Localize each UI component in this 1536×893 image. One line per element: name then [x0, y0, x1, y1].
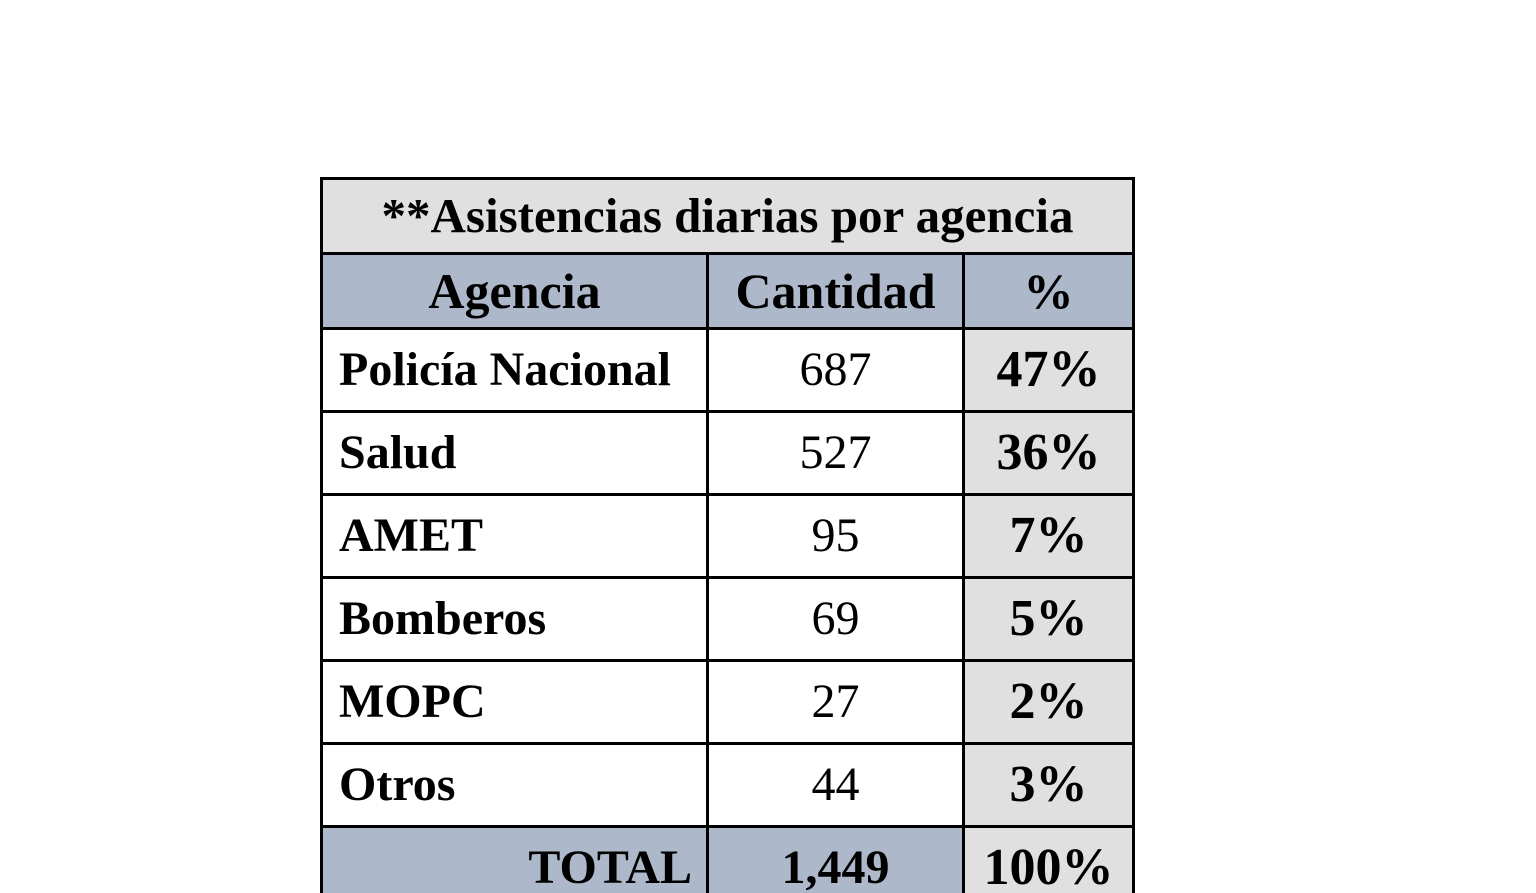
agency-percent: 5% — [964, 578, 1134, 661]
agency-quantity: 687 — [708, 329, 964, 412]
agency-percent: 3% — [964, 744, 1134, 827]
table-row — [322, 329, 1134, 412]
agency-assistance-table — [320, 177, 1135, 893]
table-total-row — [322, 827, 1134, 893]
agency-quantity: 527 — [708, 412, 964, 495]
agency-name: MOPC — [322, 661, 708, 744]
table-row — [322, 578, 1134, 661]
agency-name: Otros — [322, 744, 708, 827]
agency-name: Bomberos — [322, 578, 708, 661]
agency-percent: 7% — [964, 495, 1134, 578]
column-header-percent: % — [964, 254, 1134, 329]
agency-name: Policía Nacional — [322, 329, 708, 412]
total-quantity: 1,449 — [708, 827, 964, 893]
agency-name: Salud — [322, 412, 708, 495]
column-header-agency: Agencia — [322, 254, 708, 329]
column-header-quantity: Cantidad — [708, 254, 964, 329]
agency-percent: 36% — [964, 412, 1134, 495]
total-label: TOTAL — [322, 827, 708, 893]
table-row — [322, 744, 1134, 827]
table-row — [322, 661, 1134, 744]
agency-quantity: 95 — [708, 495, 964, 578]
agency-percent: 2% — [964, 661, 1134, 744]
table-row — [322, 495, 1134, 578]
agency-quantity: 27 — [708, 661, 964, 744]
table-title-row — [322, 179, 1134, 254]
table-row — [322, 412, 1134, 495]
agency-name: AMET — [322, 495, 708, 578]
agency-quantity: 44 — [708, 744, 964, 827]
agency-percent: 47% — [964, 329, 1134, 412]
agency-quantity: 69 — [708, 578, 964, 661]
table-title: **Asistencias diarias por agencia — [322, 179, 1134, 254]
total-percent: 100% — [964, 827, 1134, 893]
table-header-row — [322, 254, 1134, 329]
